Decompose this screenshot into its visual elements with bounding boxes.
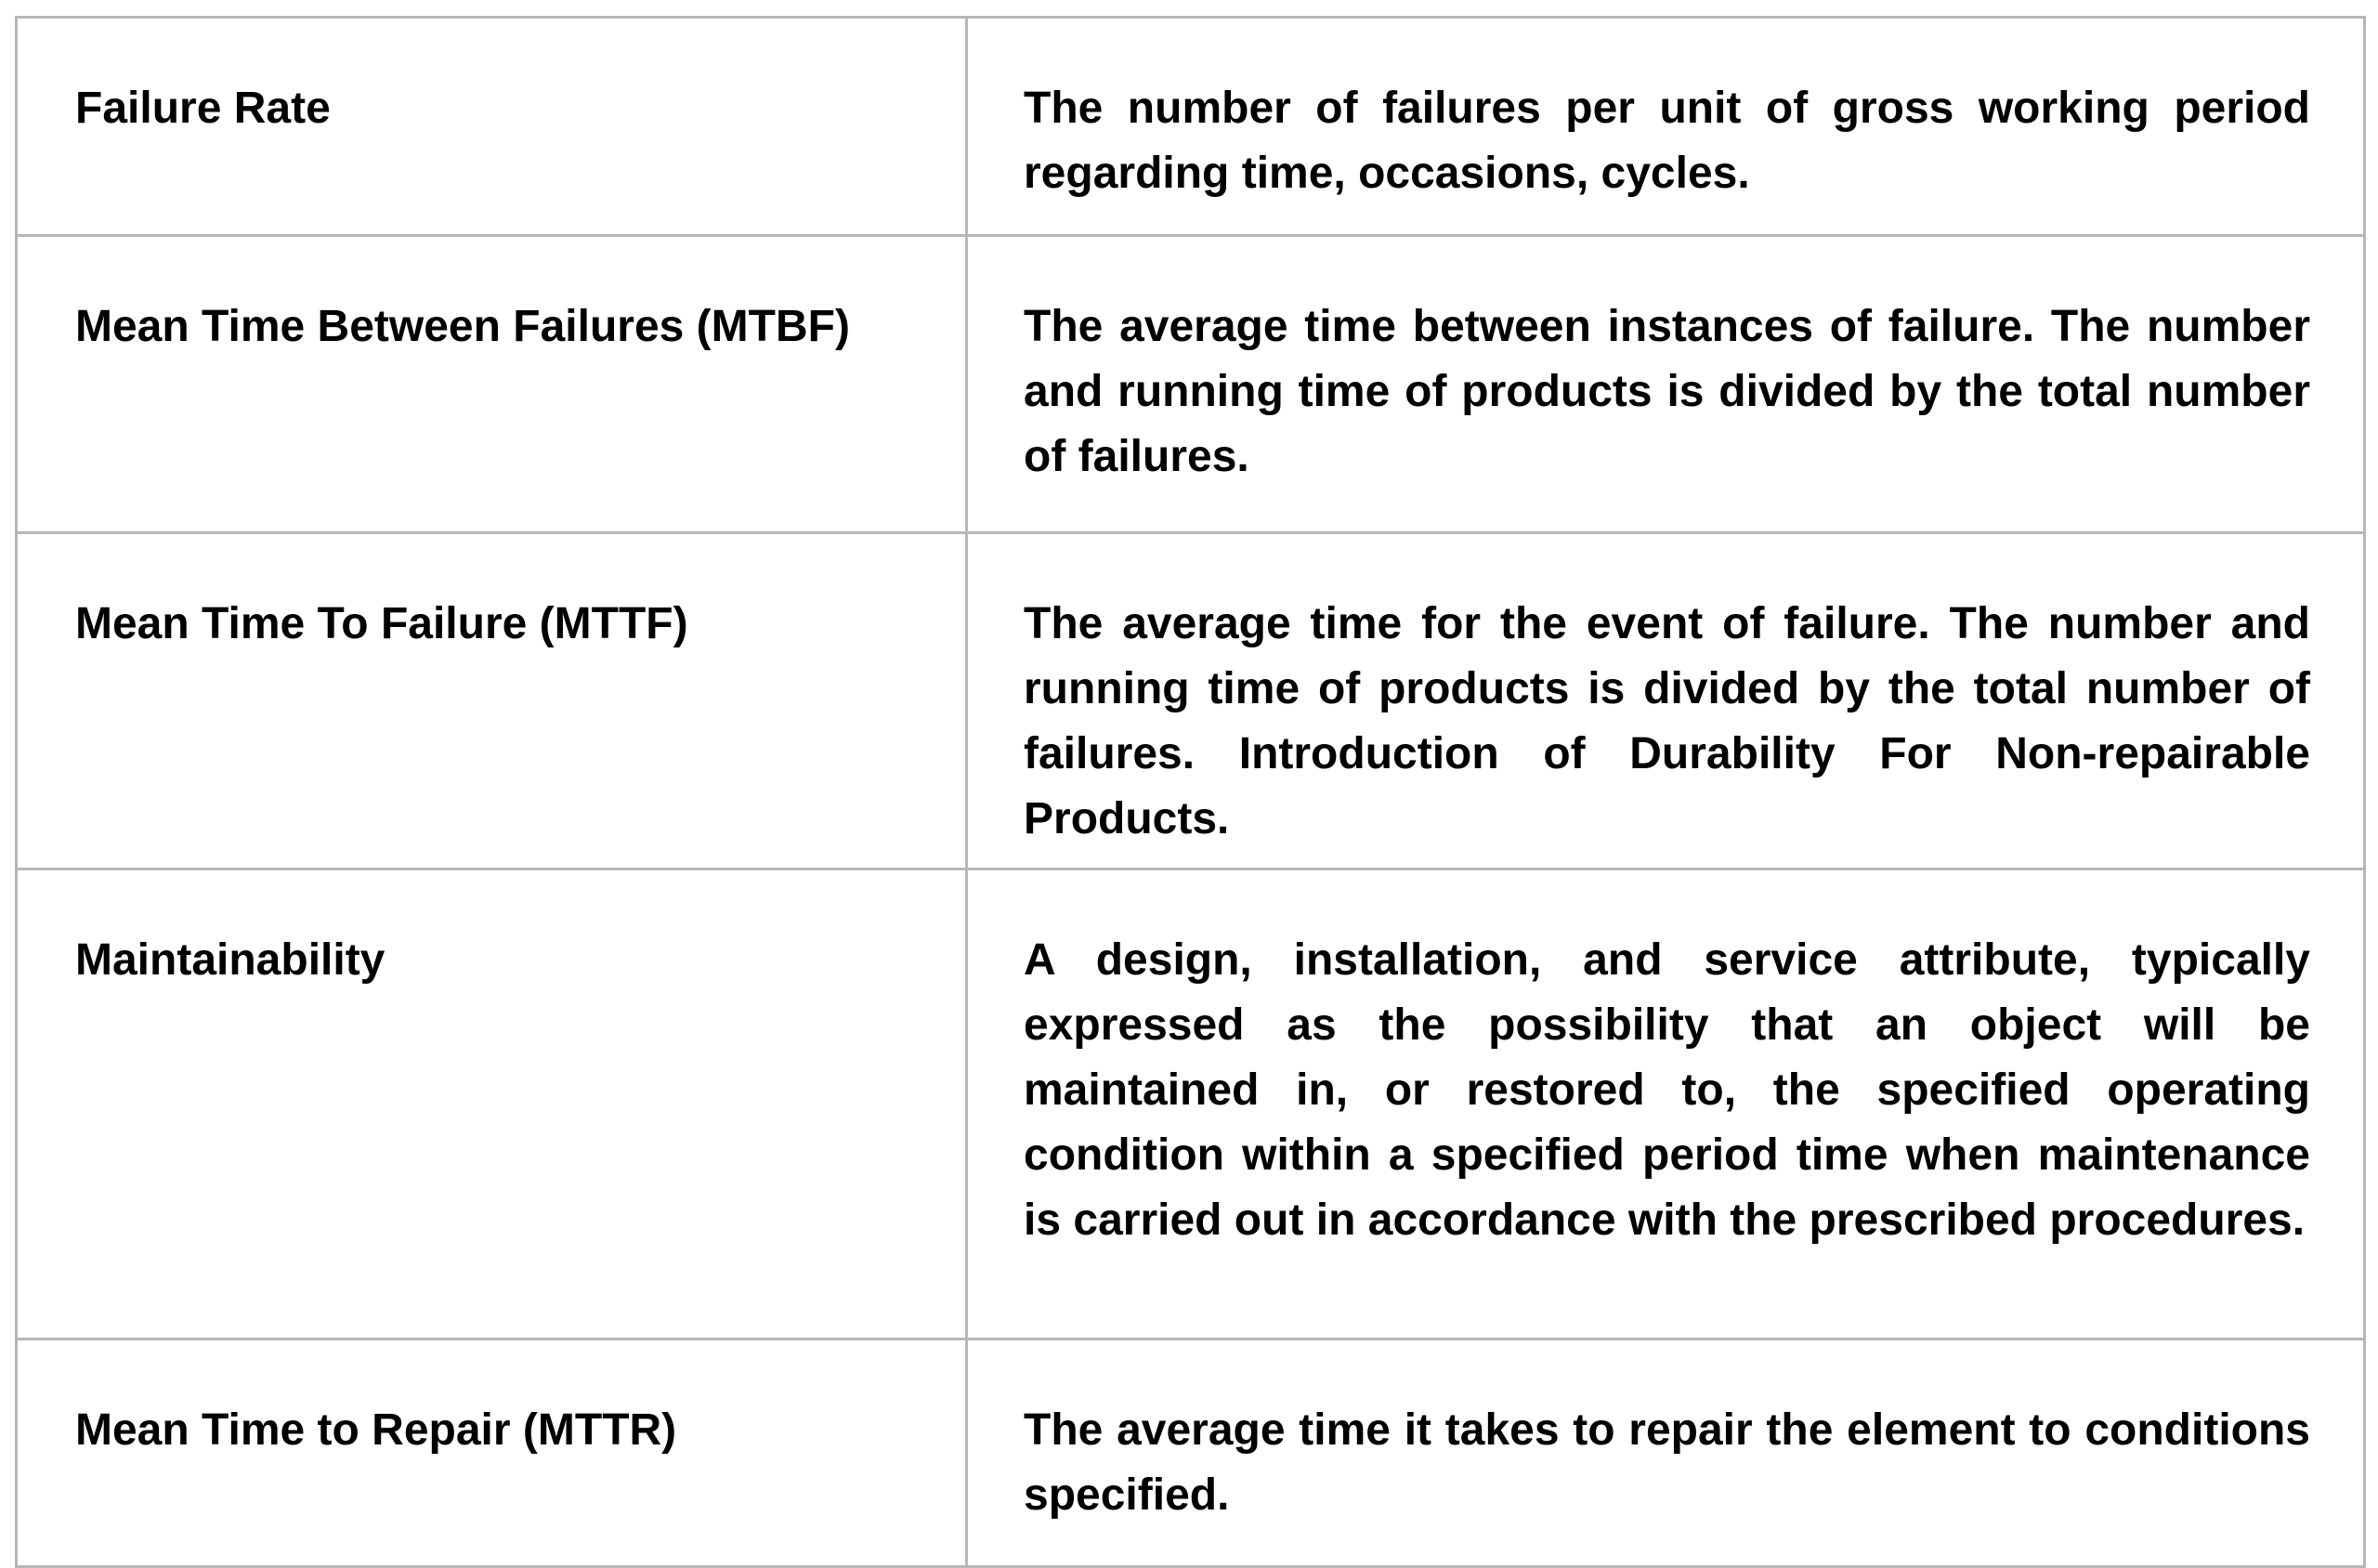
- definition-cell: A design, installation, and service attribute, typically expressed as the possibility that an object will be maintained in, or restored to, the specified operating condition within a specified period time when maintenance is carried out in accordance with the prescribed procedures.: [967, 869, 2365, 1339]
- table-row: [17, 869, 2365, 1339]
- definition-cell: The average time between instances of failure. The number and running time of products is divided by the total number of failures.: [967, 236, 2365, 533]
- table-row: [17, 1339, 2365, 1567]
- term-cell: Mean Time Between Failures (MTBF): [17, 236, 967, 533]
- term-cell: Maintainability: [17, 869, 967, 1339]
- term-cell: Mean Time to Repair (MTTR): [17, 1339, 967, 1567]
- table-row: [17, 236, 2365, 533]
- definition-cell: The average time it takes to repair the element to conditions specified.: [967, 1339, 2365, 1567]
- definition-cell: The number of failures per unit of gross working period regarding time, occasions, cycles.: [967, 18, 2365, 236]
- table-row: [17, 18, 2365, 236]
- term-cell: Mean Time To Failure (MTTF): [17, 533, 967, 869]
- reliability-terms-table: [15, 16, 2366, 1568]
- definition-cell: The average time for the event of failure. The number and running time of products is divided by the total number of failures. Introduction of Durability For Non-repairable Products.: [967, 533, 2365, 869]
- table-row: [17, 533, 2365, 869]
- term-cell: Failure Rate: [17, 18, 967, 236]
